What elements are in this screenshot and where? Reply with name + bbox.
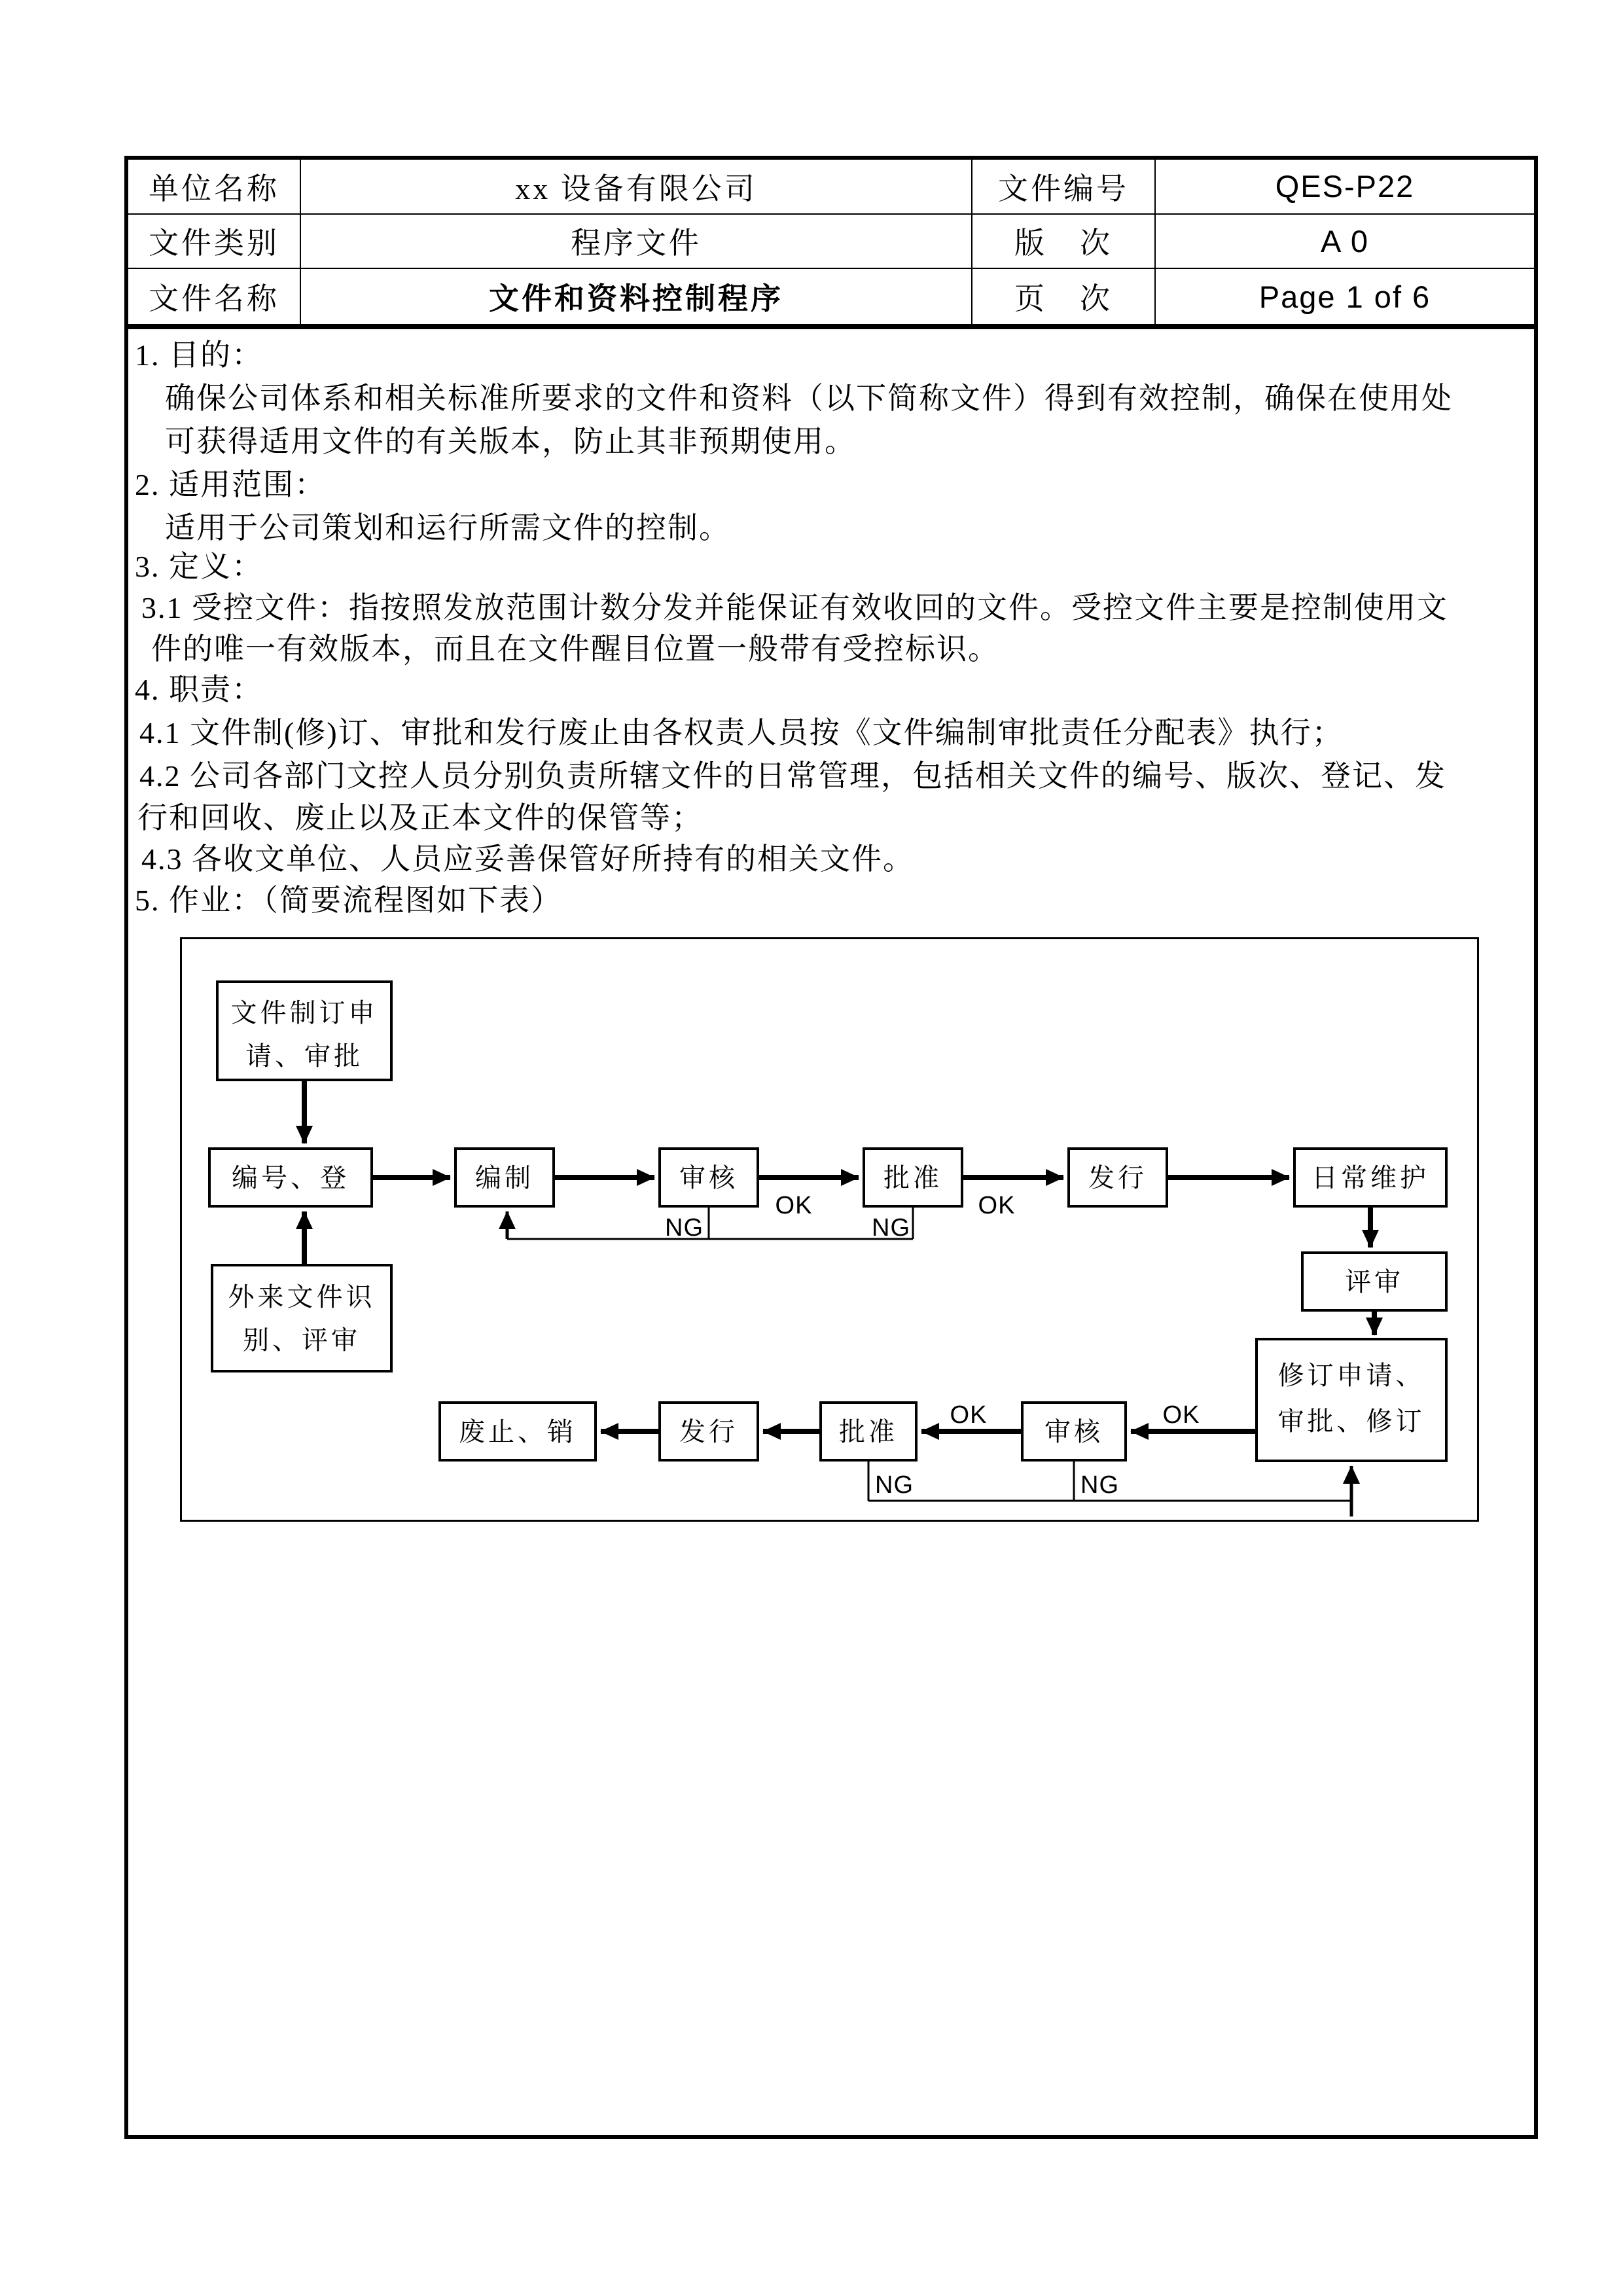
label-compile: 编制 <box>475 1163 534 1193</box>
section-1-heading: 1. 目的： <box>135 338 263 372</box>
label-issue2: 发行 <box>679 1417 738 1446</box>
ok-tag-review2-approve2: OK <box>950 1401 988 1429</box>
section-2-text: 适用于公司策划和运行所需文件的控制。 <box>165 511 730 545</box>
label-issue: 发行 <box>1088 1163 1147 1193</box>
section-3-1-line-1: 3.1 受控文件：指按照发放范围计数分发并能保证有效收回的文件。受控文件主要是控制使用文 <box>141 591 1448 624</box>
ok-tag-review-approve: OK <box>775 1192 813 1219</box>
section-1-text-line-2: 可获得适用文件的有关版本，防止其非预期使用。 <box>165 425 856 458</box>
section-4-2-line-1: 4.2 公司各部门文控人员分别负责所辖文件的日常管理，包括相关文件的编号、版次、登记、发 <box>139 759 1446 793</box>
section-2-heading: 2. 适用范围： <box>135 468 326 501</box>
ng-tag-approve: NG <box>872 1214 910 1242</box>
label-revise-line2: 审批、修订 <box>1277 1407 1425 1436</box>
label-review2: 审核 <box>1044 1417 1103 1446</box>
node-revise-box <box>1257 1339 1446 1461</box>
ok-tag-approve-issue: OK <box>978 1192 1016 1219</box>
label-numbering: 编号、登 <box>232 1163 349 1193</box>
section-4-1: 4.1 文件制(修)订、审批和发行废止由各权责人员按《文件编制审批责任分配表》执行； <box>139 716 1344 749</box>
label-approve2: 批准 <box>839 1417 898 1446</box>
header-label-page: 页 次 <box>972 269 1156 324</box>
label-obsolete: 废止、销 <box>459 1417 577 1446</box>
ng-tag-review2: NG <box>1080 1471 1119 1499</box>
header-value-doc-number: QES-P22 <box>1156 160 1534 215</box>
label-doc-request-line1: 文件制订申 <box>230 998 378 1028</box>
ng-tag-approve2: NG <box>875 1471 914 1499</box>
header-label-unit-name: 单位名称 <box>128 160 301 215</box>
label-assess: 评审 <box>1345 1267 1404 1297</box>
ok-tag-revise-review2: OK <box>1162 1401 1200 1429</box>
header-table <box>128 160 1534 329</box>
label-doc-request-line2: 请、审批 <box>245 1041 363 1071</box>
section-5-heading: 5. 作业：（简要流程图如下表） <box>135 884 562 917</box>
label-daily-maint: 日常维护 <box>1311 1163 1429 1193</box>
label-external-line2: 别、评审 <box>243 1325 361 1355</box>
header-value-revision: A 0 <box>1156 215 1534 270</box>
section-4-2-line-2: 行和回收、废止以及正本文件的保管等； <box>137 801 703 834</box>
section-4-heading: 4. 职责： <box>135 673 263 706</box>
header-label-revision: 版 次 <box>972 215 1156 270</box>
section-3-1-line-2: 件的唯一有效版本，而且在文件醒目位置一般带有受控标识。 <box>151 632 999 666</box>
header-label-doc-number: 文件编号 <box>972 160 1156 215</box>
section-4-3: 4.3 各收文单位、人员应妥善保管好所持有的相关文件。 <box>141 842 914 876</box>
section-3-heading: 3. 定义： <box>135 550 263 583</box>
process-flowchart <box>180 937 1479 1522</box>
header-value-page: Page 1 of 6 <box>1258 279 1431 314</box>
header-value-doc-name: 文件和资料控制程序 <box>301 269 972 324</box>
section-1-text-line-1: 确保公司体系和相关标准所要求的文件和资料（以下简称文件）得到有效控制，确保在使用处 <box>165 382 1453 415</box>
node-external-doc-box <box>212 1265 391 1371</box>
header-value-unit-name: xx 设备有限公司 <box>301 160 972 215</box>
label-approve: 批准 <box>883 1163 942 1193</box>
header-label-doc-category: 文件类别 <box>128 215 301 270</box>
header-value-doc-category: 程序文件 <box>301 215 972 270</box>
label-revise-line1: 修订申请、 <box>1277 1361 1425 1390</box>
ng-tag-review: NG <box>665 1214 704 1242</box>
label-external-line1: 外来文件识 <box>228 1282 376 1312</box>
header-label-doc-name: 文件名称 <box>128 269 301 324</box>
label-review: 审核 <box>679 1163 738 1193</box>
